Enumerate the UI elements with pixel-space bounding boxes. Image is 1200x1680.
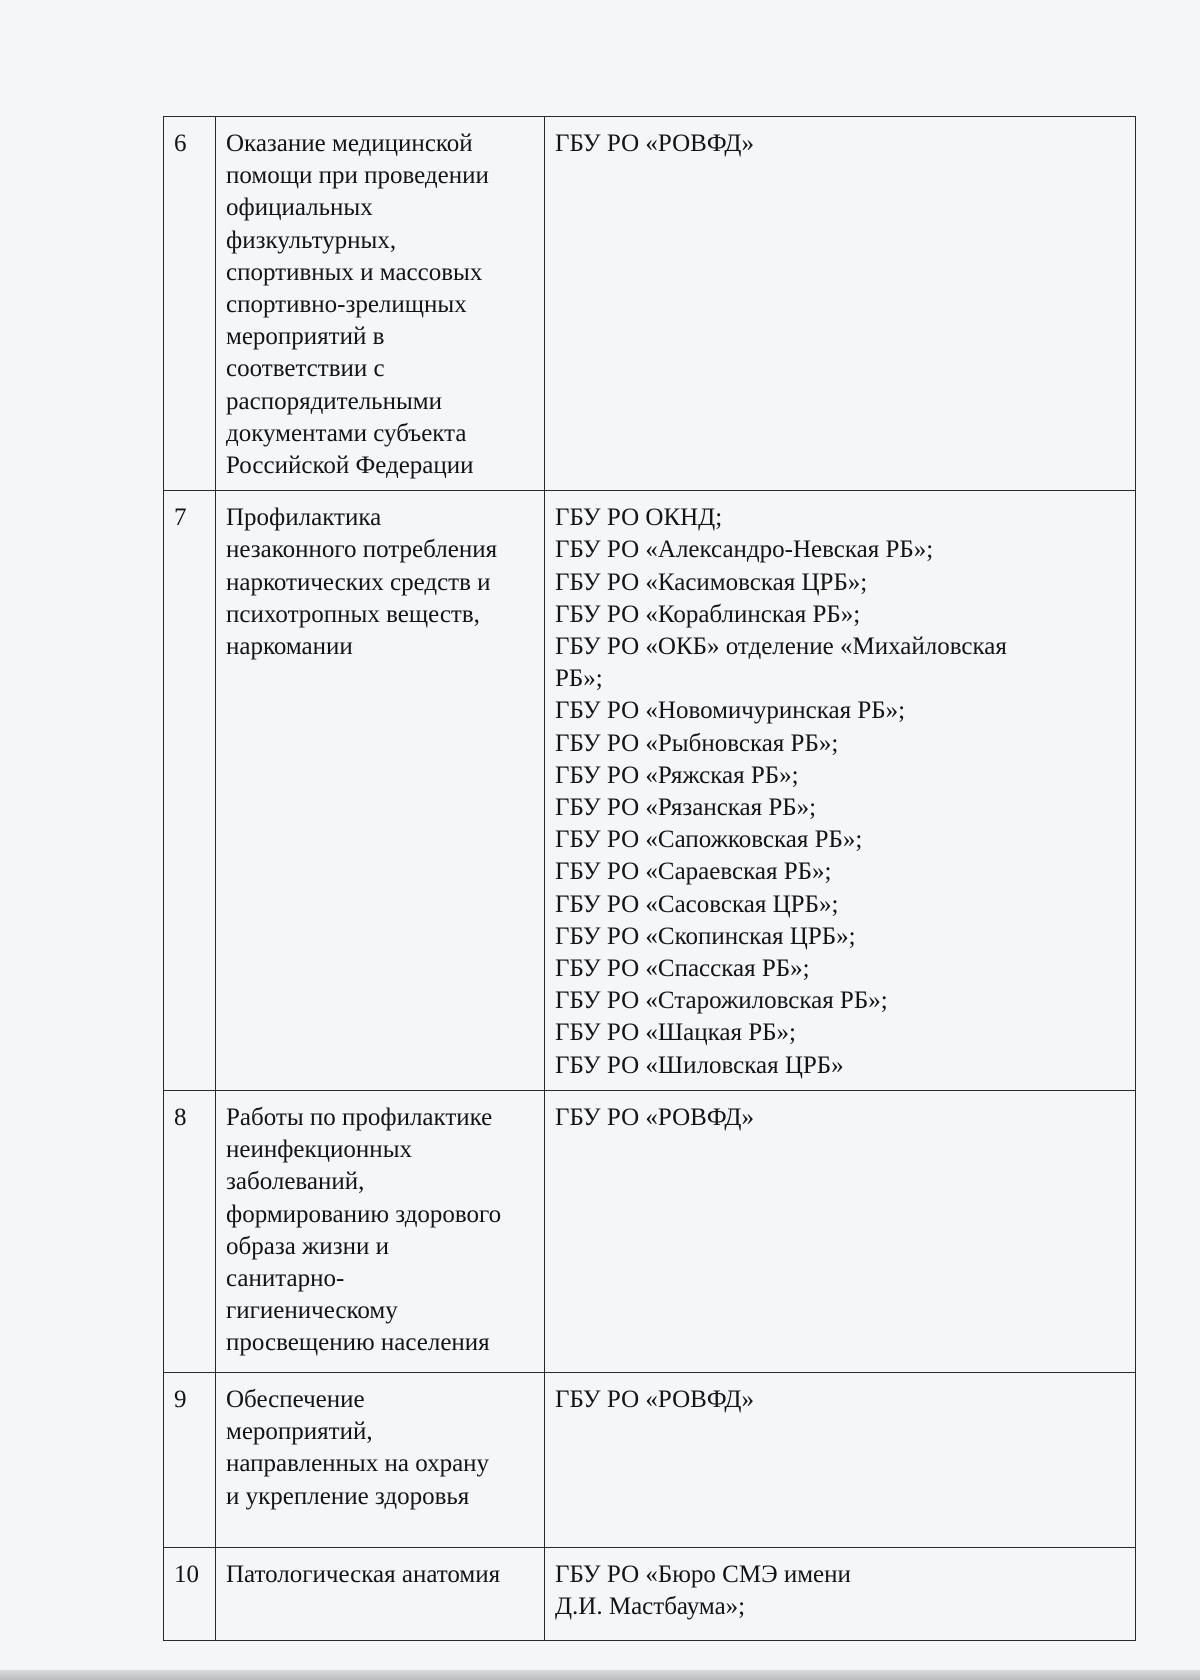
- organization-item: ГБУ РО «Шацкая РБ»;: [555, 1019, 796, 1047]
- organization-item: ГБУ РО «Спасская РБ»;: [555, 955, 810, 983]
- row-number: 6: [164, 117, 216, 491]
- organization-item: ГБУ РО «Рязанская РБ»;: [555, 794, 817, 822]
- organization-item: ГБУ РО «Рыбновская РБ»;: [555, 729, 839, 757]
- table-body: [164, 117, 1136, 1641]
- row-number: 8: [164, 1090, 216, 1372]
- organization-item: ГБУ РО «Старожиловская РБ»;: [555, 987, 888, 1015]
- organization-item: ГБУ РО «Сапожковская РБ»;: [555, 826, 863, 854]
- work-description: Профилактика незаконного потребления наркотических средств и психотропных веществ, наркомании: [216, 491, 545, 1091]
- work-description: Патологическая анатомия: [216, 1547, 545, 1640]
- row-number: 7: [164, 491, 216, 1091]
- organization-list: [545, 1090, 1136, 1372]
- organization-item: ГБУ РО «Бюро СМЭ имени Д.И. Мастбаума»;: [555, 1560, 851, 1621]
- table-row: [164, 1547, 1136, 1640]
- organization-list: [545, 1547, 1136, 1640]
- services-table: [163, 116, 1136, 1641]
- work-description: Работы по профилактике неинфекционных заболеваний, формированию здорового образа жизни и санитарно- гигиеническому просвещению населения: [216, 1090, 545, 1372]
- table-row: [164, 1372, 1136, 1547]
- work-description: Оказание медицинской помощи при проведении официальных физкультурных, спортивных и массовых спортивно-зрелищных мероприятий в соответствии с распорядительными документами субъекта Российской Федерации: [216, 117, 545, 491]
- organization-item: ГБУ РО «Касимовская ЦРБ»;: [555, 568, 868, 596]
- organization-item: ГБУ РО «ОКБ» отделение «Михайловская РБ»;: [555, 633, 1007, 693]
- organization-item: ГБУ РО ОКНД;: [555, 504, 723, 532]
- organization-item: ГБУ РО «Сасовская ЦРБ»;: [555, 890, 839, 918]
- table-row: [164, 1090, 1136, 1372]
- row-number: 9: [164, 1372, 216, 1547]
- scan-bottom-edge: [0, 1670, 1200, 1680]
- organization-list: [545, 1372, 1136, 1547]
- organization-item: ГБУ РО «Шиловская ЦРБ»: [555, 1051, 844, 1079]
- table-row: [164, 117, 1136, 491]
- organization-item: ГБУ РО «РОВФД»: [555, 1385, 754, 1413]
- organization-item: ГБУ РО «Кораблинская РБ»;: [555, 600, 861, 628]
- work-description: Обеспечение мероприятий, направленных на охрану и укрепление здоровья: [216, 1372, 545, 1547]
- organization-list: [545, 491, 1136, 1091]
- table-row: [164, 491, 1136, 1091]
- organization-item: ГБУ РО «Сараевская РБ»;: [555, 858, 832, 886]
- organization-item: ГБУ РО «Ряжская РБ»;: [555, 761, 799, 789]
- row-number: 10: [164, 1547, 216, 1640]
- organization-list: [545, 117, 1136, 491]
- organization-item: ГБУ РО «РОВФД»: [555, 1103, 754, 1131]
- organization-item: ГБУ РО «Новомичуринская РБ»;: [555, 697, 906, 725]
- organization-item: ГБУ РО «Александро-Невская РБ»;: [555, 536, 934, 564]
- organization-item: ГБУ РО «РОВФД»: [555, 130, 754, 157]
- organization-item: ГБУ РО «Скопинская ЦРБ»;: [555, 922, 856, 950]
